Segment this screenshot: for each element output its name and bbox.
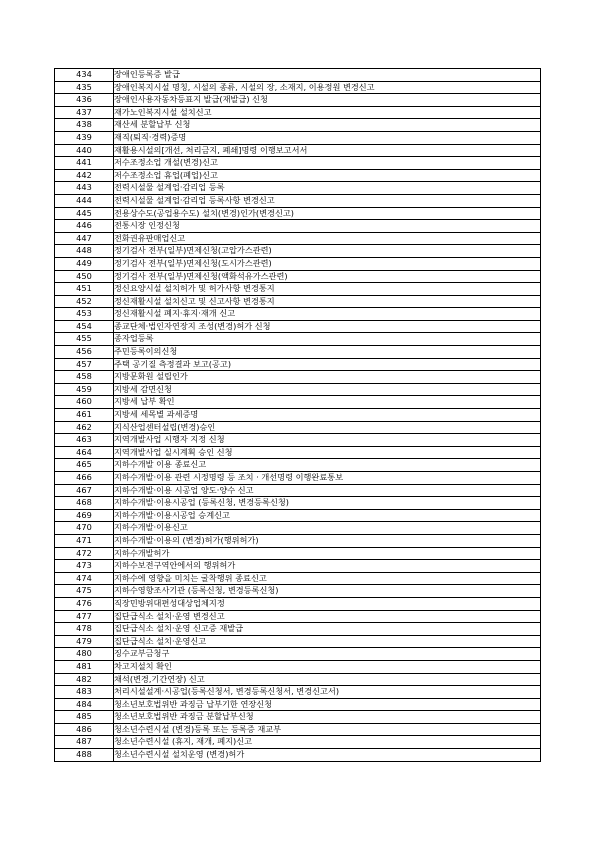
row-number: 462 (55, 421, 114, 434)
row-number: 486 (55, 723, 114, 736)
table-row (55, 94, 541, 107)
row-number: 471 (55, 534, 114, 547)
row-number: 453 (55, 308, 114, 321)
table-row (55, 572, 541, 585)
row-number: 448 (55, 245, 114, 258)
table-row (55, 610, 541, 623)
row-text: 지하수에 영향을 미치는 굴착행위 종료신고 (114, 572, 541, 585)
row-number: 449 (55, 257, 114, 270)
row-text: 집단급식소 설치·운영 신고증 재발급 (114, 623, 541, 636)
row-text: 지하수보전구역안에서의 행위허가 (114, 560, 541, 573)
table-row (55, 144, 541, 157)
table-row (55, 585, 541, 598)
table-row (55, 333, 541, 346)
row-text: 청소년수련시설 설치운영 (변경)허가 (114, 749, 541, 762)
row-text: 저수조정소업 개설(변경)신고 (114, 157, 541, 170)
table-row (55, 232, 541, 245)
row-text: 처리시설설계·시공업(등록신청서, 변경등록신청서, 변경신고서) (114, 686, 541, 699)
table-row (55, 358, 541, 371)
row-number: 439 (55, 131, 114, 144)
row-number: 458 (55, 371, 114, 384)
row-number: 444 (55, 194, 114, 207)
row-number: 488 (55, 749, 114, 762)
table-row (55, 648, 541, 661)
row-text: 전력시설물 설계업·감리업 등록사항 변경신고 (114, 194, 541, 207)
row-number: 468 (55, 497, 114, 510)
row-text: 집단급식소 설치·운영 변경신고 (114, 610, 541, 623)
row-text: 장애인사용자동차등표지 발급(재발급) 신청 (114, 94, 541, 107)
row-text: 집단급식소 설치·운영신고 (114, 635, 541, 648)
table-row (55, 597, 541, 610)
row-text: 지하수개발허가 (114, 547, 541, 560)
row-text: 지하수개발·이용 시공업 양도·양수 신고 (114, 484, 541, 497)
row-number: 434 (55, 69, 114, 82)
table-row (55, 673, 541, 686)
table-row (55, 421, 541, 434)
table-row (55, 396, 541, 409)
row-text: 장애인등록증 발급 (114, 69, 541, 82)
row-text: 청소년보호법위반 과징금 분할납부신청 (114, 711, 541, 724)
row-number: 452 (55, 295, 114, 308)
table-row (55, 257, 541, 270)
row-text: 지하수개발·이용 관련 시정명령 등 조치 · 개선명령 이행완료통보 (114, 472, 541, 485)
table-row (55, 270, 541, 283)
row-text: 지방문화원 설립인가 (114, 371, 541, 384)
table-row (55, 69, 541, 82)
row-text: 재활용시설의[개선, 처리금지, 폐쇄]명령 이행보고서서 (114, 144, 541, 157)
table-row (55, 283, 541, 296)
row-text: 청소년보호법위반 과징금 납부기한 연장신청 (114, 698, 541, 711)
row-text: 지역개발사업 실시계획 승인 신청 (114, 446, 541, 459)
row-number: 445 (55, 207, 114, 220)
table-row (55, 534, 541, 547)
table-row (55, 749, 541, 762)
row-text: 전력시설물 설계업·감리업 등록 (114, 182, 541, 195)
row-text: 청소년수련시설 (휴지, 재개, 폐지)신고 (114, 736, 541, 749)
row-text: 재산세 분할납부 신청 (114, 119, 541, 132)
table-row (55, 459, 541, 472)
table-row (55, 522, 541, 535)
table-row (55, 409, 541, 422)
row-text: 청소년수련시설 (변경)등록 또는 등록증 재교부 (114, 723, 541, 736)
row-number: 454 (55, 320, 114, 333)
table-row (55, 346, 541, 359)
table-row (55, 484, 541, 497)
row-text: 지방세 납부 확인 (114, 396, 541, 409)
table-row (55, 736, 541, 749)
row-number: 464 (55, 446, 114, 459)
row-text: 지방세 감면신청 (114, 383, 541, 396)
row-text: 재가노인복지시설 설치신고 (114, 106, 541, 119)
row-number: 465 (55, 459, 114, 472)
table-row (55, 560, 541, 573)
table-row (55, 509, 541, 522)
row-number: 440 (55, 144, 114, 157)
table-row (55, 220, 541, 233)
row-text: 지방세 세목별 과세증명 (114, 409, 541, 422)
row-number: 460 (55, 396, 114, 409)
table-row (55, 383, 541, 396)
table-row (55, 131, 541, 144)
row-text: 지하수개발·이용신고 (114, 522, 541, 535)
table-row (55, 207, 541, 220)
row-number: 485 (55, 711, 114, 724)
table-row (55, 434, 541, 447)
row-number: 470 (55, 522, 114, 535)
row-text: 주민등록이의신청 (114, 346, 541, 359)
table-row (55, 308, 541, 321)
table-row (55, 686, 541, 699)
row-number: 435 (55, 81, 114, 94)
table-body (55, 69, 541, 762)
row-number: 446 (55, 220, 114, 233)
row-number: 469 (55, 509, 114, 522)
table-row (55, 157, 541, 170)
table-row (55, 547, 541, 560)
table-row (55, 106, 541, 119)
row-text: 재직(퇴직·경력)증명 (114, 131, 541, 144)
row-text: 정기검사 전부(일부)면제신청(액화석유가스관련) (114, 270, 541, 283)
row-number: 451 (55, 283, 114, 296)
row-number: 437 (55, 106, 114, 119)
row-number: 478 (55, 623, 114, 636)
row-number: 447 (55, 232, 114, 245)
table-row (55, 81, 541, 94)
row-text: 정기검사 전부(일부)면제신청(도시가스관련) (114, 257, 541, 270)
row-number: 481 (55, 660, 114, 673)
row-number: 476 (55, 597, 114, 610)
row-text: 지하수개발 이용 종료신고 (114, 459, 541, 472)
row-text: 주택 공기질 측정결과 보고(공고) (114, 358, 541, 371)
row-number: 477 (55, 610, 114, 623)
row-text: 종자업등록 (114, 333, 541, 346)
row-number: 461 (55, 409, 114, 422)
row-number: 472 (55, 547, 114, 560)
row-number: 475 (55, 585, 114, 598)
row-number: 466 (55, 472, 114, 485)
table-row (55, 119, 541, 132)
row-number: 482 (55, 673, 114, 686)
row-number: 459 (55, 383, 114, 396)
row-text: 직장민방위대편성대상업체지정 (114, 597, 541, 610)
row-text: 지하수개발·이용시공업 승계신고 (114, 509, 541, 522)
row-number: 467 (55, 484, 114, 497)
table-row (55, 320, 541, 333)
table-row (55, 371, 541, 384)
table-row (55, 169, 541, 182)
row-number: 438 (55, 119, 114, 132)
row-number: 487 (55, 736, 114, 749)
row-number: 463 (55, 434, 114, 447)
row-text: 지하수영향조사기관 (등록신청, 변경등록신청) (114, 585, 541, 598)
row-number: 484 (55, 698, 114, 711)
row-number: 480 (55, 648, 114, 661)
row-number: 483 (55, 686, 114, 699)
document-table (54, 68, 541, 762)
row-text: 전통시장 인정신청 (114, 220, 541, 233)
table-row (55, 635, 541, 648)
row-text: 정신재활시설 설치신고 및 신고사항 변경통지 (114, 295, 541, 308)
table-row (55, 623, 541, 636)
row-text: 지식산업센터설립(변경)승인 (114, 421, 541, 434)
row-number: 479 (55, 635, 114, 648)
table-row (55, 182, 541, 195)
row-number: 455 (55, 333, 114, 346)
row-text: 저수조정소업 휴업(폐업)신고 (114, 169, 541, 182)
table-row (55, 698, 541, 711)
row-text: 종교단체·법인자연장지 조성(변경)허가 신청 (114, 320, 541, 333)
row-text: 정신요양시설 설치허가 및 허가사항 변경통지 (114, 283, 541, 296)
row-number: 456 (55, 346, 114, 359)
table-row (55, 711, 541, 724)
table-row (55, 245, 541, 258)
table-row (55, 295, 541, 308)
row-text: 정신재활시설 폐지·휴지·재개 신고 (114, 308, 541, 321)
row-number: 457 (55, 358, 114, 371)
table-row (55, 194, 541, 207)
row-text: 전용상수도(공업용수도) 설치(변경)인가(변경신고) (114, 207, 541, 220)
row-number: 474 (55, 572, 114, 585)
table-row (55, 723, 541, 736)
row-number: 441 (55, 157, 114, 170)
row-text: 정기검사 전부(일부)면제신청(고압가스관련) (114, 245, 541, 258)
row-number: 473 (55, 560, 114, 573)
row-text: 채석(변경,기간연장) 신고 (114, 673, 541, 686)
row-number: 443 (55, 182, 114, 195)
table-row (55, 660, 541, 673)
row-number: 442 (55, 169, 114, 182)
row-text: 차고지설치 확인 (114, 660, 541, 673)
row-number: 436 (55, 94, 114, 107)
row-text: 징수교부금청구 (114, 648, 541, 661)
table-row (55, 497, 541, 510)
table-row (55, 446, 541, 459)
row-text: 전화권유판매업신고 (114, 232, 541, 245)
table-row (55, 472, 541, 485)
row-text: 지하수개발·이용시공업 (등록신청, 변경등록신청) (114, 497, 541, 510)
row-text: 지하수개발·이용의 (변경)허가(행위허가) (114, 534, 541, 547)
row-text: 지역개발사업 시행자 지정 신청 (114, 434, 541, 447)
row-text: 장애인복지시설 명칭, 시설의 종류, 시설의 장, 소재지, 이용정원 변경신고 (114, 81, 541, 94)
row-number: 450 (55, 270, 114, 283)
